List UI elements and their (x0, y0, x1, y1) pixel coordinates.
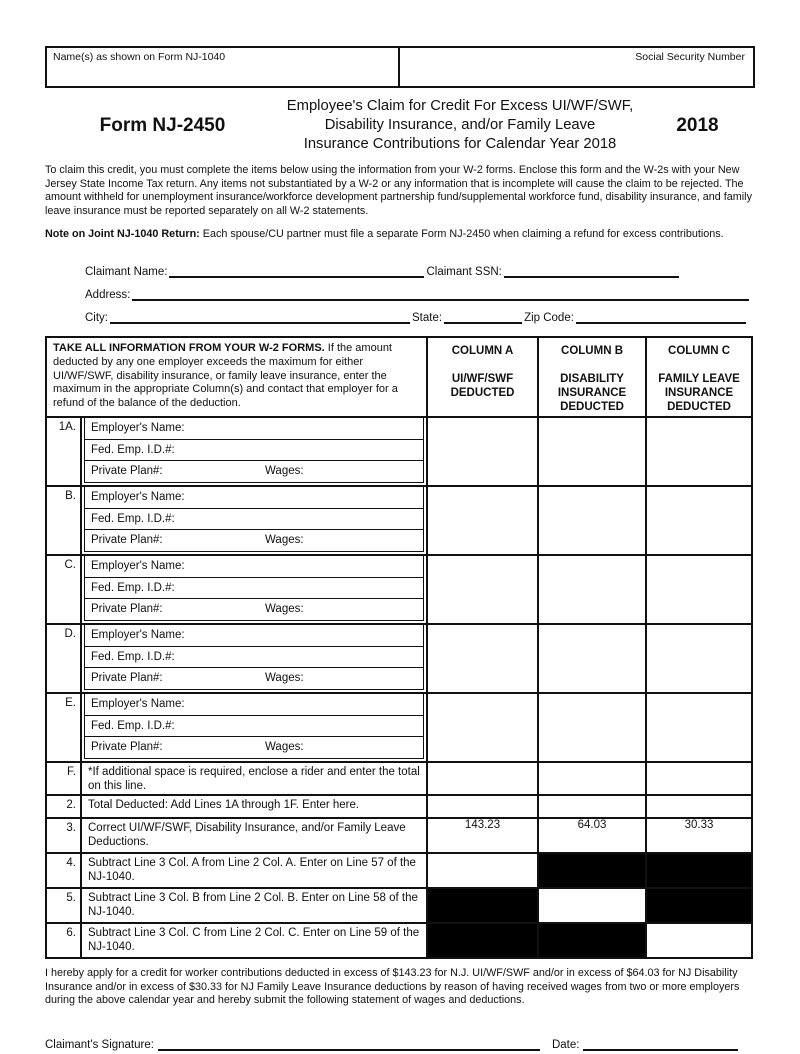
name-field-cell[interactable] (47, 48, 400, 86)
claimant-name-row (85, 255, 735, 278)
date-label: Date: (551, 1038, 580, 1051)
column-a-header (427, 337, 538, 417)
entry-cell-e-col-b[interactable] (538, 693, 646, 762)
form-title (280, 97, 640, 154)
private-plan-wages-field[interactable] (85, 461, 423, 483)
entry-cell-1a-col-a[interactable] (427, 417, 538, 486)
table-instructions-cell (46, 337, 427, 417)
entry-cell-1a-col-b[interactable] (538, 417, 646, 486)
blocked-cell (538, 853, 646, 888)
form-title-line1: Employee's Claim for Credit For Excess UI/WF/SWF, (286, 98, 634, 114)
correct-ui-wf-swf-value: 143.23 (427, 818, 538, 853)
column-b-subtitle: DISABILITY INSURANCE DEDUCTED (557, 372, 627, 413)
column-c-subtitle: FAMILY LEAVE INSURANCE DEDUCTED (658, 372, 740, 413)
address-row (85, 278, 735, 301)
row-2-total-deducted (46, 795, 752, 818)
employer-subfields (84, 694, 424, 759)
form-title-line2: Disability Insurance, and/or Family Leave (324, 117, 596, 133)
employer-letter: B. (46, 486, 81, 555)
joint-return-note (45, 228, 755, 242)
wages-label: Wages: (265, 741, 304, 754)
row-number: 3. (46, 818, 81, 853)
entry-cell-4-col-a[interactable] (427, 853, 538, 888)
fed-emp-id-field[interactable]: Fed. Emp. I.D.#: (85, 509, 423, 531)
entry-cell-d-col-b[interactable] (538, 624, 646, 693)
employer-letter: E. (46, 693, 81, 762)
date-line[interactable] (583, 1039, 738, 1051)
entry-cell-2-col-a[interactable] (427, 795, 538, 818)
correct-disability-value: 64.03 (538, 818, 646, 853)
entry-cell-e-col-c[interactable] (646, 693, 752, 762)
employer-detail-cell (81, 624, 427, 693)
row-description: Subtract Line 3 Col. B from Line 2 Col. B. Enter on Line 58 of the NJ-1040. (81, 888, 427, 923)
employer-subfields (84, 625, 424, 690)
fed-emp-id-field[interactable]: Fed. Emp. I.D.#: (85, 716, 423, 738)
blocked-cell (538, 923, 646, 958)
form-year: 2018 (676, 114, 719, 136)
private-plan-label: Private Plan#: (91, 672, 163, 685)
entry-cell-d-col-a[interactable] (427, 624, 538, 693)
employer-name-field[interactable]: Employer's Name: (85, 694, 423, 716)
employer-row-b (46, 486, 752, 555)
table-instructions-rest: If the amount deducted by any one employer exceeds the maximum for either UI/WF/SWF, disability insurance, or family leave insurance, enter the maximum in the appropriate Column(s) and contact that employer for a refund of the balance of the deduction. (53, 341, 398, 410)
private-plan-label: Private Plan#: (91, 465, 163, 478)
claimant-name-line[interactable] (169, 264, 424, 278)
correct-family-leave-value: 30.33 (646, 818, 752, 853)
column-b-header (538, 337, 646, 417)
entry-cell-c-col-b[interactable] (538, 555, 646, 624)
wages-label: Wages: (265, 672, 304, 685)
table-instructions-bold: TAKE ALL INFORMATION FROM YOUR W-2 FORMS. (53, 341, 325, 354)
blocked-cell (646, 853, 752, 888)
claimant-ssn-line[interactable] (504, 264, 679, 278)
entry-cell-c-col-c[interactable] (646, 555, 752, 624)
entry-cell-1a-col-c[interactable] (646, 417, 752, 486)
entry-cell-5-col-b[interactable] (538, 888, 646, 923)
row-number: 2. (46, 795, 81, 818)
fed-emp-id-field[interactable]: Fed. Emp. I.D.#: (85, 440, 423, 462)
employer-detail-cell (81, 486, 427, 555)
private-plan-wages-field[interactable] (85, 599, 423, 621)
entry-cell-2-col-b[interactable] (538, 795, 646, 818)
entry-cell-6-col-c[interactable] (646, 923, 752, 958)
entry-cell-c-col-a[interactable] (427, 555, 538, 624)
city-label: City: (85, 311, 108, 324)
entry-cell-e-col-a[interactable] (427, 693, 538, 762)
employer-subfields (84, 418, 424, 483)
row-6-subtract-col-c (46, 923, 752, 958)
table-header-row (46, 337, 752, 417)
name-ssn-box (45, 46, 755, 88)
row-description: Subtract Line 3 Col. A from Line 2 Col. A. Enter on Line 57 of the NJ-1040. (81, 853, 427, 888)
entry-cell-2-col-c[interactable] (646, 795, 752, 818)
entry-cell-f-col-a[interactable] (427, 762, 538, 795)
ssn-field-cell[interactable] (400, 48, 753, 86)
title-row (45, 97, 755, 154)
employer-row-1a (46, 417, 752, 486)
w2-table (45, 336, 753, 959)
private-plan-wages-field[interactable] (85, 668, 423, 690)
row-number: 5. (46, 888, 81, 923)
signature-row (45, 1033, 755, 1051)
address-line[interactable] (132, 287, 749, 301)
employer-name-field[interactable]: Employer's Name: (85, 418, 423, 440)
column-c-header (646, 337, 752, 417)
entry-cell-f-col-b[interactable] (538, 762, 646, 795)
declaration-text: I hereby apply for a credit for worker contributions deducted in excess of $143.23 for N.J. UI/WF/SWF and/or in excess of $64.03 for NJ Disability Insurance and/or in excess of $30.33 for NJ Family Leave Insurance deductions by reason of having received wages from two or more employers during the above calendar year and hereby submit the following statement of wages and deductions. (45, 966, 740, 1007)
employer-letter: C. (46, 555, 81, 624)
private-plan-label: Private Plan#: (91, 534, 163, 547)
instructions-text: To claim this credit, you must complete the items below using the information from your W-2 forms. Enclose this form and the W-2s with your New Jersey State Income Tax return. Any items not substantiated by a W-2 or any information that is incomplete will cause the claim to be rejected. The amount withheld for unemployment insurance/workforce development partnership fund/supplemental workforce fund, disability insurance, and family leave insurance must be reported separately on all W-2 statements. (45, 164, 752, 217)
entry-cell-b-col-c[interactable] (646, 486, 752, 555)
employer-subfields (84, 556, 424, 621)
wages-label: Wages: (265, 534, 304, 547)
column-a-subtitle: UI/WF/SWF DEDUCTED (450, 372, 515, 399)
fed-emp-id-field[interactable]: Fed. Emp. I.D.#: (85, 647, 423, 669)
employer-detail-cell (81, 417, 427, 486)
state-line[interactable] (444, 310, 522, 324)
row-description: Correct UI/WF/SWF, Disability Insurance, and/or Family Leave Deductions. (81, 818, 427, 853)
employer-detail-cell (81, 693, 427, 762)
blocked-cell (427, 888, 538, 923)
private-plan-wages-field[interactable] (85, 530, 423, 552)
wages-label: Wages: (265, 603, 304, 616)
blocked-cell (646, 888, 752, 923)
state-label: State: (412, 311, 443, 324)
signature-line[interactable] (158, 1039, 540, 1051)
employer-name-field[interactable]: Employer's Name: (85, 625, 423, 647)
employer-row-c (46, 555, 752, 624)
private-plan-label: Private Plan#: (91, 741, 163, 754)
entry-cell-d-col-c[interactable] (646, 624, 752, 693)
employer-name-field[interactable]: Employer's Name: (85, 487, 423, 509)
row-description: Subtract Line 3 Col. C from Line 2 Col. C. Enter on Line 59 of the NJ-1040. (81, 923, 427, 958)
row-5-subtract-col-b (46, 888, 752, 923)
entry-cell-f-col-c[interactable] (646, 762, 752, 795)
row-description: *If additional space is required, enclose a rider and enter the total on this line. (81, 762, 427, 795)
employer-name-field[interactable]: Employer's Name: (85, 556, 423, 578)
column-b-title: COLUMN B (561, 344, 623, 357)
zip-label: Zip Code: (524, 311, 574, 324)
row-description: Total Deducted: Add Lines 1A through 1F. Enter here. (81, 795, 427, 818)
employer-subfields (84, 487, 424, 552)
column-a-title: COLUMN A (451, 344, 514, 357)
fed-emp-id-field[interactable]: Fed. Emp. I.D.#: (85, 578, 423, 600)
row-4-subtract-col-a (46, 853, 752, 888)
city-state-zip-row (85, 301, 735, 324)
employer-detail-cell (81, 555, 427, 624)
row-3-correct-deductions (46, 818, 752, 853)
claimant-name-label: Claimant Name: (85, 265, 168, 278)
employer-letter: D. (46, 624, 81, 693)
joint-return-note-rest: Each spouse/CU partner must file a separate Form NJ-2450 when claiming a refund for excess contributions. (199, 228, 724, 241)
row-number: 6. (46, 923, 81, 958)
claimant-ssn-label: Claimant SSN: (426, 265, 502, 278)
claimant-block (85, 255, 735, 324)
row-number: 4. (46, 853, 81, 888)
column-c-title: COLUMN C (668, 344, 730, 357)
entry-cell-b-col-a[interactable] (427, 486, 538, 555)
ssn-field-label: Social Security Number (635, 51, 745, 63)
name-field-label: Name(s) as shown on Form NJ-1040 (53, 51, 226, 63)
city-line[interactable] (110, 310, 410, 324)
entry-cell-b-col-b[interactable] (538, 486, 646, 555)
private-plan-wages-field[interactable] (85, 737, 423, 759)
form-title-line3: Insurance Contributions for Calendar Year 2018 (303, 136, 617, 152)
blocked-cell (427, 923, 538, 958)
zip-line[interactable] (576, 310, 746, 324)
signature-label: Claimant's Signature: (45, 1038, 154, 1051)
wages-label: Wages: (265, 465, 304, 478)
address-label: Address: (85, 288, 131, 301)
employer-row-e (46, 693, 752, 762)
row-number: F. (46, 762, 81, 795)
form-number: Form NJ-2450 (99, 114, 226, 136)
row-f-rider (46, 762, 752, 795)
private-plan-label: Private Plan#: (91, 603, 163, 616)
joint-return-note-bold: Note on Joint NJ-1040 Return: (45, 228, 200, 241)
employer-row-d (46, 624, 752, 693)
employer-letter: 1A. (46, 417, 81, 486)
